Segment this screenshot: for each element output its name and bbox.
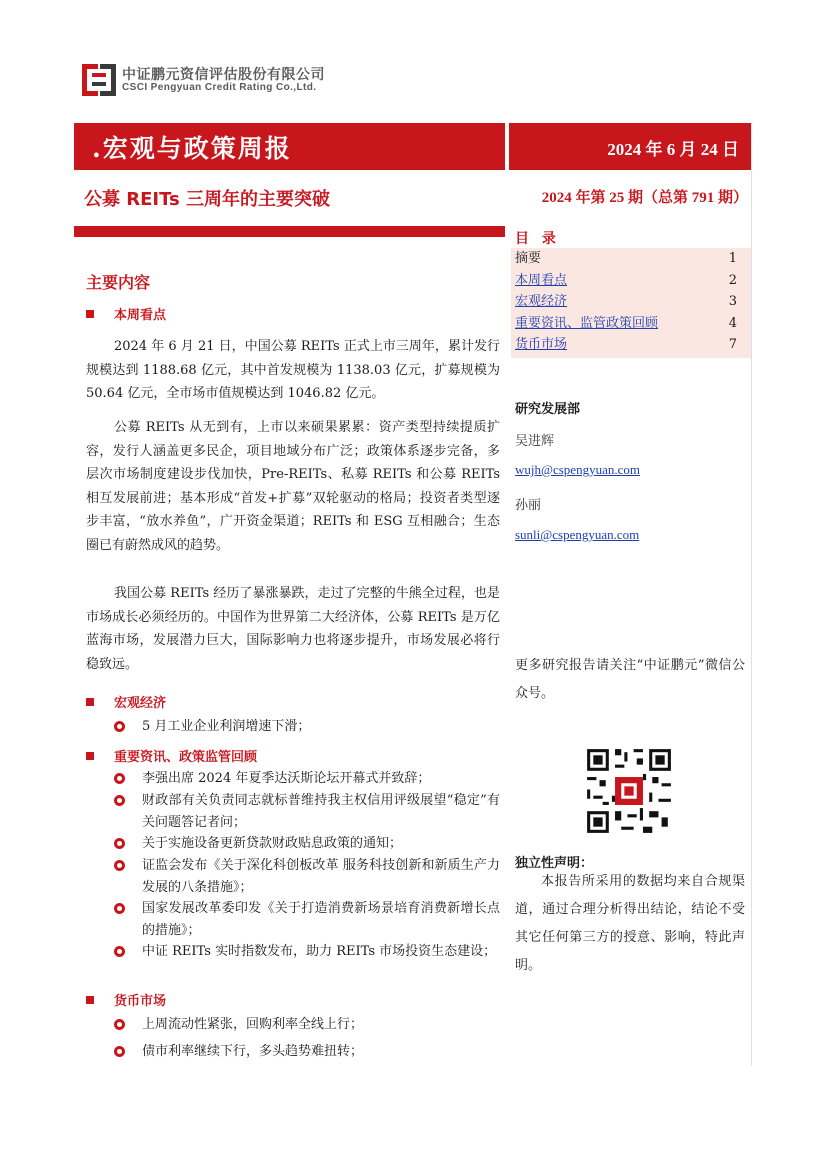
author-email-link[interactable]: sunli@cspengyuan.com (515, 527, 640, 542)
author-email-link[interactable]: wujh@cspengyuan.com (515, 462, 640, 477)
circle-bullet-icon (114, 838, 125, 849)
list-item: 债市利率继续下行，多头趋势难扭转； (114, 1041, 500, 1063)
report-date: 2024 年 6 月 24 日 (509, 123, 751, 170)
list-item: 上周流动性紧张，回购利率全线上行； (114, 1014, 500, 1036)
toc-title: 目 录 (515, 231, 560, 247)
square-bullet-icon (86, 996, 94, 1004)
pengyuan-logo (82, 64, 116, 96)
author-name: 孙丽 (515, 498, 542, 513)
section-title: 宏观经济 (114, 696, 167, 711)
list-item: 关于实施设备更新贷款财政贴息政策的通知； (114, 833, 500, 855)
circle-bullet-icon (114, 860, 125, 871)
section-title: 重要资讯、政策监管回顾 (114, 750, 258, 765)
title-divider (74, 226, 505, 237)
issue-number: 2024 年第 25 期（总第 791 期） (541, 190, 748, 206)
circle-bullet-icon (114, 721, 125, 732)
circle-bullet-icon (114, 946, 125, 957)
list-item: 中证 REITs 实时指数发布，助力 REITs 市场投资生态建设； (114, 941, 500, 963)
paragraph: 公募 REITs 从无到有，上市以来硕果累累：资产类型持续提质扩容，发行人涵盖更多民企，项目地域分布广泛；政策体系逐步完备，多层次市场制度建设步伐加快，Pre-REITs、私募 REITs 和公募 REITs 相互发展前进；基本形成“首发+扩募”双轮驱动的格局；投资者类型逐步丰富，“放水养鱼”，广开资金渠道；REITs 和 ESG 互相融合；生态圈已有蔚然成风的趋势。 (86, 420, 500, 553)
toc-item-summary: 摘要 1 (515, 251, 737, 266)
section-money-market (86, 990, 166, 1009)
toc-item-macro[interactable]: 宏观经济 3 (515, 294, 737, 310)
square-bullet-icon (86, 698, 94, 706)
toc-item-news-policy[interactable]: 重要资讯、监管政策回顾 4 (515, 315, 737, 331)
circle-bullet-icon (114, 773, 125, 784)
report-banner (74, 123, 751, 170)
author-name: 吴进辉 (515, 434, 555, 449)
section-macro (86, 692, 166, 711)
section-highlights (86, 304, 166, 323)
column-divider (751, 123, 752, 1066)
toc-item-money-market[interactable]: 货币市场 7 (515, 337, 737, 353)
company-name-en: CSCI Pengyuan Credit Rating Co.,Ltd. (122, 82, 317, 93)
circle-bullet-icon (114, 1019, 125, 1030)
circle-bullet-icon (114, 903, 125, 914)
disclaimer-title: 独立性声明： (515, 856, 594, 871)
section-title: 本周看点 (114, 308, 167, 323)
section-title: 货币市场 (114, 994, 167, 1009)
paragraph: 2024 年 6 月 21 日，中国公募 REITs 正式上市三周年，累计发行规模达到 1188.68 亿元，其中首发规模为 1138.03 亿元，扩募规模为 50.64 亿元，全市场市值规模达到 1046.82 亿元。 (86, 339, 500, 402)
list-item: 国家发展改革委印发《关于打造消费新场景培育消费新增长点的措施》； (114, 898, 500, 942)
list-item: 李强出席 2024 年夏季达沃斯论坛开幕式并致辞； (114, 768, 500, 790)
disclaimer-text: 本报告所采用的数据均来自合规渠道，通过合理分析得出结论，结论不受其它任何第三方的授意、影响，特此声明。 (515, 874, 745, 973)
qr-code-icon (584, 746, 674, 836)
square-bullet-icon (86, 752, 94, 760)
report-series-title: .宏观与政策周报 (74, 123, 505, 170)
follow-note: 更多研究报告请关注“中证鹏元”微信公众号。 (515, 658, 745, 701)
department-name: 研究发展部 (515, 402, 581, 417)
toc-item-highlights[interactable]: 本周看点 2 (515, 272, 737, 288)
list-item: 证监会发布《关于深化科创板改革 服务科技创新和新质生产力发展的八条措施》； (114, 855, 500, 899)
square-bullet-icon (86, 310, 94, 318)
report-title: 公募 REITs 三周年的主要突破 (84, 189, 330, 210)
circle-bullet-icon (114, 1046, 125, 1057)
circle-bullet-icon (114, 795, 125, 806)
paragraph: 我国公募 REITs 经历了暴涨暴跌，走过了完整的牛熊全过程，也是市场成长必须经历的。中国作为世界第二大经济体，公募 REITs 是万亿蓝海市场，发展潜力巨大，国际影响力也将逐步提升，市场发展必将行稳致远。 (86, 586, 500, 672)
main-content-heading: 主要内容 (86, 273, 151, 292)
table-of-contents (511, 248, 751, 358)
section-news-policy (86, 746, 257, 765)
company-name-cn: 中证鹏元资信评估股份有限公司 (122, 67, 325, 83)
list-item: 财政部有关负责同志就标普维持我主权信用评级展望“稳定”有关问题答记者问； (114, 790, 500, 834)
list-item: 5 月工业企业利润增速下滑； (114, 716, 500, 738)
